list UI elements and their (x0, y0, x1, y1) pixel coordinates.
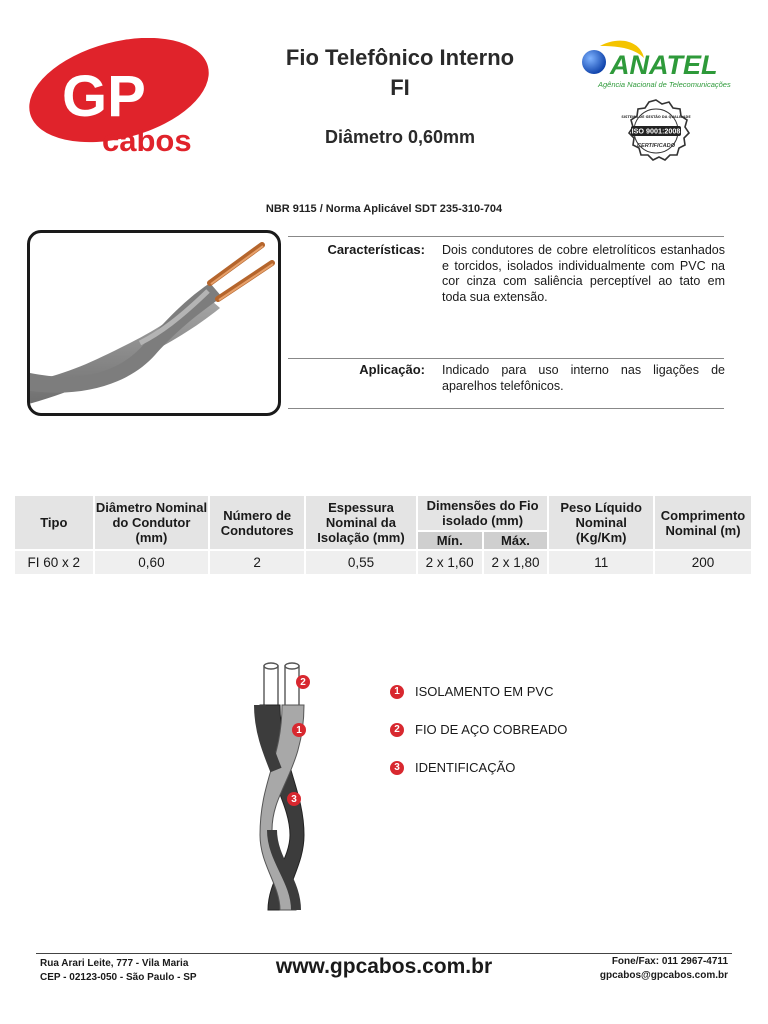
legend-badge: 2 (390, 723, 404, 737)
header-espessura: Espessura Nominal da Isolação (mm) (306, 496, 416, 549)
legend-item (390, 760, 567, 775)
product-title: Fio Telefônico Interno (285, 45, 515, 70)
cell-max: 2 x 1,80 (484, 551, 548, 574)
iso-certification-seal (620, 98, 692, 164)
aplicacao-text: Indicado para uso interno nas ligações de aparelhos telefônicos. (442, 363, 725, 393)
header-comprimento: Comprimento Nominal (m) (655, 496, 751, 549)
diagram-legend (390, 684, 567, 775)
legend-badge: 3 (390, 761, 404, 775)
anatel-logo (578, 36, 748, 92)
cell-diametro: 0,60 (95, 551, 209, 574)
header-diametro: Diâmetro Nominal do Condutor (mm) (95, 496, 209, 549)
footer-address-line1: Rua Arari Leite, 777 - Vila Maria (40, 958, 189, 969)
legend-badge: 1 (390, 685, 404, 699)
footer-phone: Fone/Fax: 011 2967-4711 (611, 956, 728, 967)
cell-peso: 11 (549, 551, 653, 574)
iso-seal-top: SISTEMA DE GESTÃO DA QUALIDADE (621, 115, 691, 119)
twisted-pair-cable-illustration (30, 233, 278, 413)
product-diameter: Diâmetro 0,60mm (324, 127, 476, 147)
legend-label: ISOLAMENTO EM PVC (415, 684, 554, 699)
header-max: Máx. (484, 532, 548, 549)
cable-photo (27, 230, 281, 416)
cell-min: 2 x 1,60 (418, 551, 482, 574)
header-tipo: Tipo (15, 496, 93, 549)
cell-tipo: FI 60 x 2 (15, 551, 93, 574)
diagram-marker: 3 (287, 792, 301, 806)
header-peso: Peso Líquido Nominal (Kg/Km) (549, 496, 653, 549)
diagram-marker: 2 (296, 675, 310, 689)
cell-comprimento: 200 (655, 551, 751, 574)
caracteristicas-text: Dois condutores de cobre eletrolíticos estanhados e torcidos, isolados individualmente com PVC na cor cinza com saliência perceptível ao tato em toda sua extensão. (442, 243, 725, 304)
logo-gp-text: GP (62, 64, 146, 129)
spec-divider-middle (288, 358, 724, 359)
logo-cabos-text: cabos (102, 123, 192, 156)
cable-construction-diagram (248, 660, 328, 918)
iso-seal-standard: ISO 9001:2008 (631, 126, 681, 136)
norm-reference: NBR 9115 / Norma Aplicável SDT 235-310-704 (265, 203, 503, 215)
product-code: FI (390, 75, 410, 100)
spec-divider-bottom (288, 408, 724, 409)
legend-label: FIO DE AÇO COBREADO (415, 722, 568, 737)
header-dimensoes: Dimensões do Fio isolado (mm) (418, 496, 548, 530)
footer-website[interactable]: www.gpcabos.com.br (275, 955, 493, 978)
legend-item (390, 722, 567, 737)
anatel-tagline: Agência Nacional de Telecomunicações (598, 80, 731, 89)
table-row (15, 551, 751, 574)
footer-address (40, 957, 197, 985)
diagram-marker: 1 (292, 723, 306, 737)
aplicacao-label: Aplicação: (359, 362, 425, 377)
cell-numero: 2 (210, 551, 304, 574)
caracteristicas-label: Características: (327, 242, 425, 257)
legend-label: IDENTIFICAÇÃO (415, 760, 516, 775)
footer-divider (36, 953, 732, 954)
footer-email[interactable]: gpcabos@gpcabos.com.br (599, 970, 728, 981)
gp-cabos-logo (24, 38, 214, 156)
technical-specs-table (13, 494, 753, 576)
anatel-name: ANATEL (610, 50, 718, 80)
table-header-row (15, 496, 751, 530)
header-min: Mín. (418, 532, 482, 549)
header-numero-condutores: Número de Condutores (210, 496, 304, 549)
spec-divider-top (288, 236, 724, 237)
iso-seal-bottom: CERTIFICADO (636, 143, 676, 149)
footer-contact (520, 955, 728, 983)
footer-address-line2: CEP - 02123-050 - São Paulo - SP (40, 972, 197, 983)
legend-item (390, 684, 567, 699)
cell-espessura: 0,55 (306, 551, 416, 574)
